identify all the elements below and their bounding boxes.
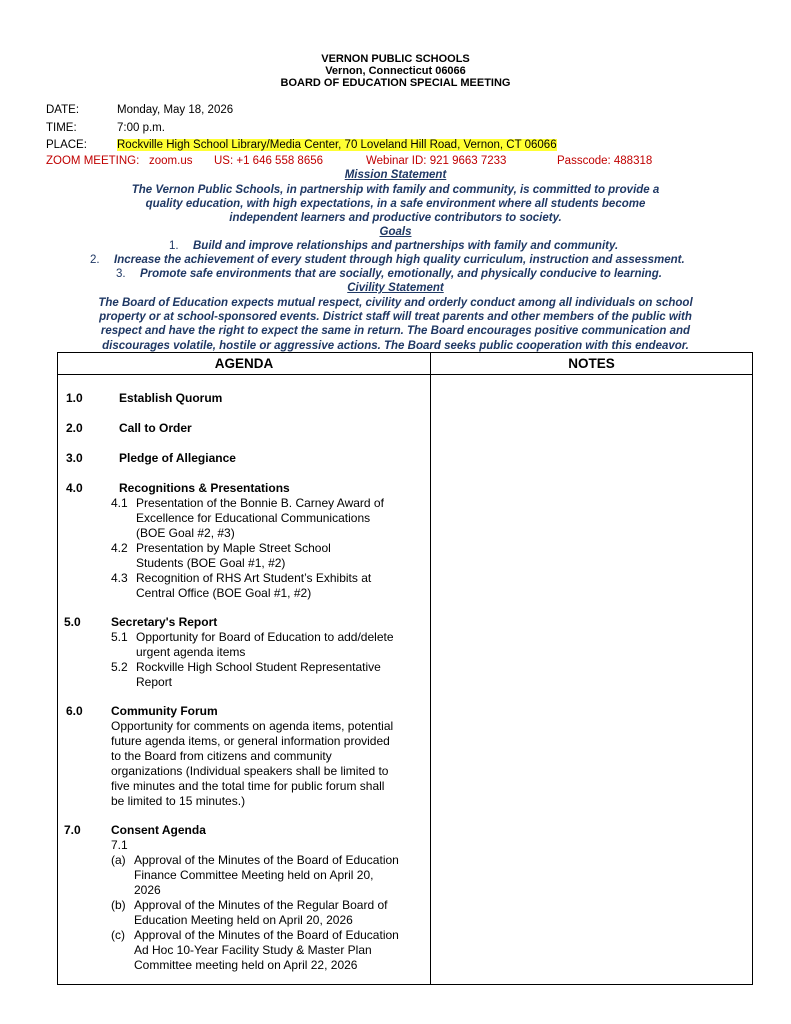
subitem-line: Opportunity for Board of Education to add/delete (136, 630, 394, 644)
subitem-line: Students (BOE Goal #1, #2) (136, 556, 286, 570)
agenda-item-number: 3.0 (66, 451, 83, 465)
subitem-line: Rockville High School Student Representative (136, 660, 381, 674)
agenda-item-title: Pledge of Allegiance (119, 451, 236, 465)
subitem-number: 4.1 (111, 496, 128, 510)
agenda-item-number: 6.0 (66, 704, 83, 718)
time-value: 7:00 p.m. (117, 122, 165, 134)
civility-line: respect and have the right to expect the same in return. The Board encourages positive communication and (100, 325, 691, 338)
district-name: VERNON PUBLIC SCHOOLS (321, 53, 470, 65)
subitem-line: Report (136, 675, 173, 689)
mission-statement (0, 183, 791, 226)
consent-line: Approval of the Minutes of the Board of Education (134, 928, 399, 942)
consent-item-letter: (c) (111, 928, 125, 942)
goal-3 (116, 268, 662, 280)
goal-text: Promote safe environments that are socially, emotionally, and physically conducive to learning. (140, 268, 662, 280)
civility-statement (0, 296, 791, 353)
consent-line: Finance Committee Meeting held on April 20, (134, 868, 374, 882)
community-forum-description (111, 719, 426, 809)
forum-line: to the Board from citizens and community (111, 749, 332, 763)
meeting-title: BOARD OF EDUCATION SPECIAL MEETING (280, 77, 511, 89)
mission-line: The Vernon Public Schools, in partnership with family and community, is committed to provide a (131, 184, 660, 196)
subitem-number: 4.3 (111, 571, 128, 585)
subitem-line: urgent agenda items (136, 645, 246, 659)
agenda-table (57, 352, 753, 985)
date-label: DATE: (46, 104, 80, 116)
place-label: PLACE: (46, 139, 87, 151)
agenda-item-title: Secretary's Report (111, 615, 218, 629)
agenda-item-title: Recognitions & Presentations (119, 481, 290, 495)
agenda-item-title: Call to Order (119, 421, 192, 435)
zoom-webinar-id: Webinar ID: 921 9663 7233 (366, 155, 507, 167)
consent-line: Approval of the Minutes of the Regular Board of (134, 898, 388, 912)
subitem-line: Presentation of the Bonnie B. Carney Award of (136, 496, 384, 510)
goal-number: 3. (116, 268, 126, 280)
notes-column-header: NOTES (431, 353, 753, 375)
consent-line: Education Meeting held on April 20, 2026 (134, 913, 353, 927)
goal-1 (169, 240, 618, 252)
zoom-passcode: Passcode: 488318 (557, 155, 653, 167)
agenda-item-number: 4.0 (66, 481, 83, 495)
district-location: Vernon, Connecticut 06066 (325, 65, 466, 77)
consent-line: Committee meeting held on April 22, 2026 (134, 958, 358, 972)
subitem-line: Presentation by Maple Street School (136, 541, 331, 555)
mission-heading: Mission Statement (344, 169, 447, 181)
agenda-item-number: 2.0 (66, 421, 83, 435)
place-value: Rockville High School Library/Media Center, 70 Loveland Hill Road, Vernon, CT 06066 (117, 139, 557, 151)
agenda-item-title: Community Forum (111, 704, 218, 718)
goal-number: 1. (169, 240, 179, 252)
forum-line: organizations (Individual speakers shall be limited to (111, 764, 389, 778)
consent-item-letter: (b) (111, 898, 126, 912)
goal-text: Increase the achievement of every student through high quality curriculum, instruction and assessment. (114, 254, 685, 266)
agenda-item-number: 5.0 (64, 615, 81, 629)
mission-line: quality education, with high expectations, in a safe environment where all students become (145, 198, 646, 211)
goal-2 (90, 254, 685, 266)
time-label: TIME: (46, 122, 77, 134)
subitem-number: 4.2 (111, 541, 128, 555)
agenda-item-title: Consent Agenda (111, 823, 206, 837)
zoom-label: ZOOM MEETING: (46, 155, 140, 167)
subitem-number: 5.1 (111, 630, 128, 644)
agenda-item-title: Establish Quorum (119, 391, 223, 405)
agenda-item-number: 7.0 (64, 823, 81, 837)
goal-number: 2. (90, 254, 100, 266)
subitem-number: 5.2 (111, 660, 128, 674)
civility-line: property or at school-sponsored events. District staff will treat parents and other members of the public with (99, 311, 692, 324)
civility-line: discourages volatile, hostile or aggressive actions. The Board seeks public cooperation with this endeavor. (102, 339, 689, 352)
notes-column[interactable] (431, 375, 753, 985)
date-value: Monday, May 18, 2026 (117, 104, 234, 116)
subitem-line: Central Office (BOE Goal #1, #2) (136, 586, 312, 600)
goal-text: Build and improve relationships and partnerships with family and community. (193, 240, 619, 252)
forum-line: future agenda items, or general information provided (111, 734, 390, 748)
zoom-site[interactable]: zoom.us (149, 155, 193, 167)
consent-line: 2026 (134, 883, 161, 897)
forum-line: Opportunity for comments on agenda items, potential (111, 719, 394, 733)
agenda-subitem-7-1: 7.1 (111, 838, 128, 852)
zoom-phone: US: +1 646 558 8656 (214, 155, 324, 167)
civility-heading: Civility Statement (347, 282, 444, 294)
forum-line: five minutes and the total time for public forum shall (111, 779, 385, 793)
goals-heading: Goals (379, 226, 412, 238)
consent-item-letter: (a) (111, 853, 126, 867)
civility-line: The Board of Education expects mutual respect, civility and orderly conduct among all individuals on school (98, 297, 693, 309)
subitem-line: (BOE Goal #2, #3) (136, 526, 235, 540)
consent-line: Ad Hoc 10-Year Facility Study & Master Plan (134, 943, 372, 957)
agenda-column-header: AGENDA (58, 353, 431, 375)
consent-line: Approval of the Minutes of the Board of Education (134, 853, 399, 867)
subitem-line: Recognition of RHS Art Student’s Exhibits at (136, 571, 372, 585)
mission-line: independent learners and productive contributors to society. (229, 212, 562, 225)
forum-line: be limited to 15 minutes.) (111, 794, 246, 808)
agenda-item-number: 1.0 (66, 391, 83, 405)
subitem-line: Excellence for Educational Communications (136, 511, 371, 525)
agenda-column (58, 375, 431, 985)
